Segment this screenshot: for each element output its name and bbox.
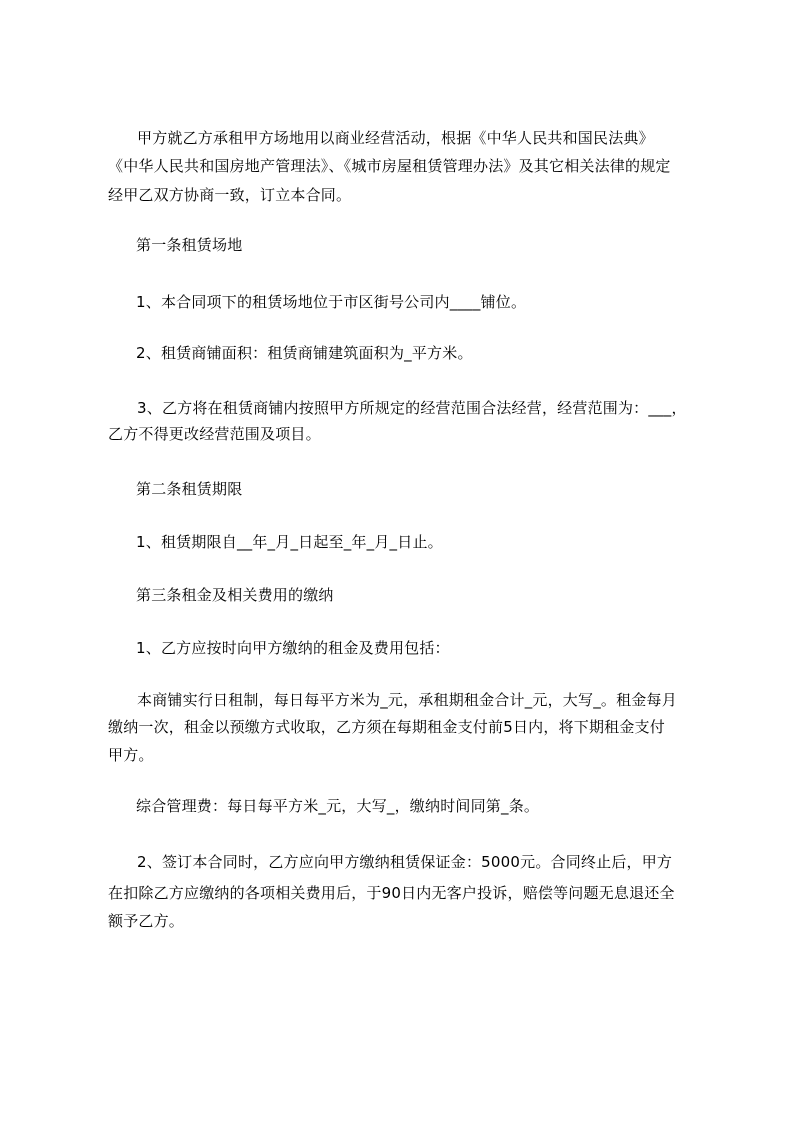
- intro-line-2: 《中华人民共和国房地产管理法》、《城市房屋租赁管理办法》及其它相关法律的规定: [108, 157, 671, 175]
- management-fee: 综合管理费：每日每平方米_元，大写_，缴纳时间同第_条。: [136, 797, 540, 815]
- article-1-item-2: 2、租赁商铺面积：租赁商铺建筑面积为_平方米。: [136, 344, 473, 362]
- article-1-item-3-line-1: 3、乙方将在租赁商铺内按照甲方所规定的经营范围合法经营，经营范围为：___，: [137, 399, 687, 417]
- article-1-item-1: 1、本合同项下的租赁场地位于市区街号公司内____铺位。: [136, 293, 527, 311]
- article-3-item-1: 1、乙方应按时向甲方缴纳的租金及费用包括：: [136, 639, 450, 657]
- rent-line-1: 本商铺实行日租制，每日每平方米为_元，承租期租金合计_元，大写_。租金每月: [137, 691, 677, 709]
- article-2-title: 第二条租赁期限: [136, 480, 243, 498]
- intro-line-3: 经甲乙双方协商一致，订立本合同。: [108, 186, 352, 204]
- article-3-item-2-line-2: 在扣除乙方应缴纳的各项相关费用后，于90日内无客户投诉，赔偿等问题无息退还全: [108, 884, 675, 902]
- article-2-item-1: 1、租赁期限自__年_月_日起至_年_月_日止。: [136, 533, 443, 551]
- article-1-title: 第一条租赁场地: [136, 236, 243, 254]
- intro-line-1: 甲方就乙方承租甲方场地用以商业经营活动，根据《中华人民共和国民法典》: [137, 129, 654, 147]
- article-3-item-2-line-3: 额予乙方。: [108, 912, 185, 930]
- article-3-item-2-line-1: 2、签订本合同时，乙方应向甲方缴纳租赁保证金：5000元。合同终止后，甲方: [137, 853, 673, 871]
- article-3-title: 第三条租金及相关费用的缴纳: [136, 586, 334, 604]
- rent-line-2: 缴纳一次，租金以预缴方式收取，乙方须在每期租金支付前5日内，将下期租金支付: [108, 718, 665, 736]
- article-1-item-3-line-2: 乙方不得更改经营范围及项目。: [108, 425, 321, 443]
- rent-line-3: 甲方。: [108, 746, 154, 764]
